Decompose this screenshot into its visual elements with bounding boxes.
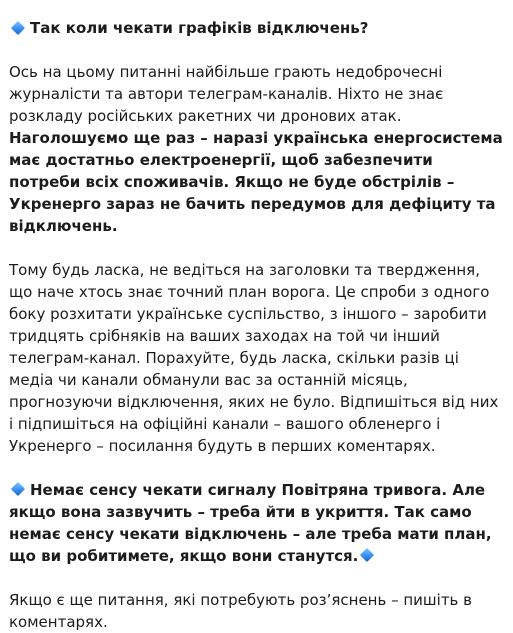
post-heading [9, 17, 504, 39]
paragraph-4: Якщо є ще питання, які потребують роз’яснень – пишіть в коментарях. [9, 591, 473, 631]
small-blue-diamond-icon [11, 21, 25, 35]
small-blue-diamond-icon [11, 481, 25, 495]
small-blue-diamond-icon [360, 547, 374, 561]
post-heading-text: Так коли чекати графіків відключень? [30, 19, 369, 37]
paragraph-1-text: Ось на цьому питанні найбільше грають недоброчесні журналісти та автори телеграм-каналів. Ніхто не знає розкладу російських ракетних чи дронових атак. [9, 63, 444, 125]
paragraph-2: Тому будь ласка, не ведіться на заголовки та твердження, що наче хтось знає точний план ворога. Це спроби з одного боку розхитати українське суспільство, з іншого – заробити тридцять срібняків на ваших заходах на той чи інший телеграм-канал. Порахуйте, будь ласка, скільки разів ці медіа чи канали обманули вас за останній місяць, прогнозуючи відключення, яких не було. Відпишіться від них і підпишіться на офіційні канали – вашого обленерго і Укренерго – посилання будуть в перших коментарях. [9, 261, 499, 455]
paragraph-3-text: Немає сенсу чекати сигналу Повітряна тривога. Але якщо вона зазвучить – треба йти в укриття. Так само немає сенсу чекати відключень – але треба мати план, що ви робитимете, якщо вони станутся. [9, 481, 492, 565]
paragraph-3 [9, 479, 504, 567]
paragraph-1 [9, 61, 504, 237]
paragraph-1-emphasis: Наголошуємо ще раз – наразі українська енергосистема має достатньо електроенергії, щоб забезпечити потреби всіх споживачів. Якщо не буде обстрілів – Укренерго зараз не бачить передумов для дефіциту та відключень. [9, 129, 503, 235]
